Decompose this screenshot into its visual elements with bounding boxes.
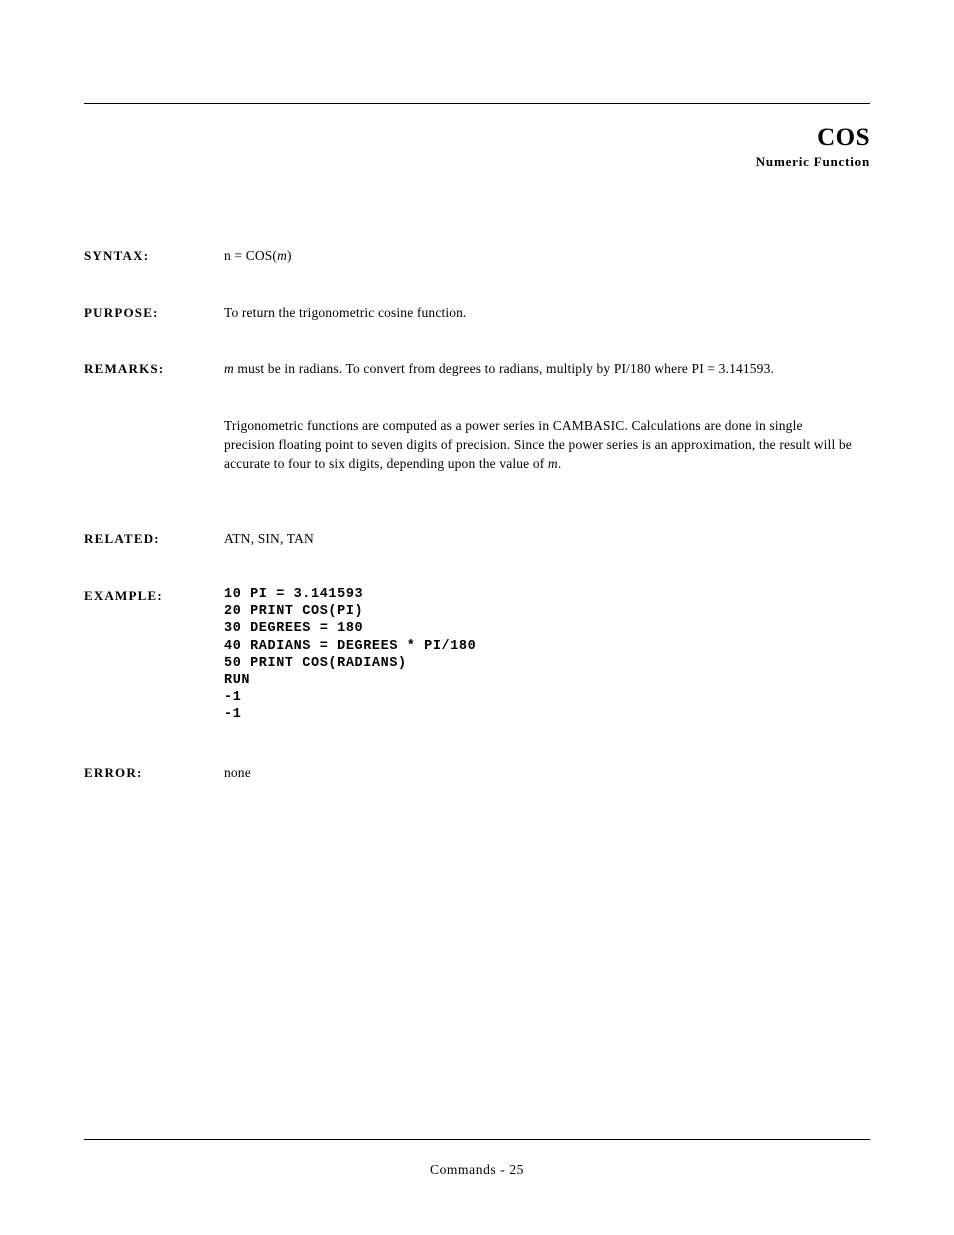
error-label: ERROR: (84, 765, 143, 780)
syntax-label: SYNTAX: (84, 248, 150, 263)
code-line: 10 PI = 3.141593 (224, 587, 364, 602)
remarks-label: REMARKS: (84, 361, 165, 376)
example-code (224, 586, 854, 724)
header-rule (84, 103, 870, 104)
remarks-paragraph-2 (224, 416, 854, 473)
code-line: RUN (224, 673, 251, 689)
remarks-p2-text: Trigonometric functions are computed as a power series in CAMBASIC. Calculations are done in single precision floating point to seven digits of precision. Since the power series is an approximation, the result will be accurate to four to six digits, depending upon the value of (224, 418, 852, 471)
example-label: EXAMPLE: (84, 588, 163, 603)
remarks-p2-end: . (557, 456, 562, 471)
code-line: 50 PRINT COS(RADIANS) (224, 655, 407, 671)
code-line: -1 (224, 707, 242, 723)
page-footer: Commands - 25 (429, 1162, 525, 1177)
remarks-p1-text: must be in radians. To convert from degrees to radians, multiply by PI/180 where PI = 3.141593. (233, 361, 775, 376)
page-header (756, 124, 870, 170)
purpose-label: PURPOSE: (84, 305, 159, 320)
code-line: 20 PRINT COS(PI) (224, 604, 364, 620)
code-line: 40 RADIANS = DEGREES * PI/180 (224, 638, 477, 654)
related-content: ATN, SIN, TAN (224, 531, 314, 546)
code-line: 30 DEGREES = 180 (224, 621, 364, 637)
syntax-prefix: n = COS( (224, 248, 278, 263)
remarks-p2-arg: m (547, 456, 558, 471)
syntax-suffix: ) (286, 248, 292, 263)
remarks-content (224, 359, 854, 473)
remarks-p1-arg: m (224, 361, 234, 376)
syntax-arg: m (277, 248, 287, 263)
error-content: none (224, 765, 251, 780)
remarks-paragraph-1 (224, 359, 854, 378)
code-line: -1 (224, 690, 242, 706)
footer-rule (84, 1139, 870, 1140)
related-label: RELATED: (84, 531, 160, 546)
page-title: COS (817, 124, 870, 151)
page-subtitle: Numeric Function (755, 154, 870, 169)
purpose-content: To return the trigonometric cosine function. (224, 305, 467, 320)
syntax-content (224, 246, 854, 265)
